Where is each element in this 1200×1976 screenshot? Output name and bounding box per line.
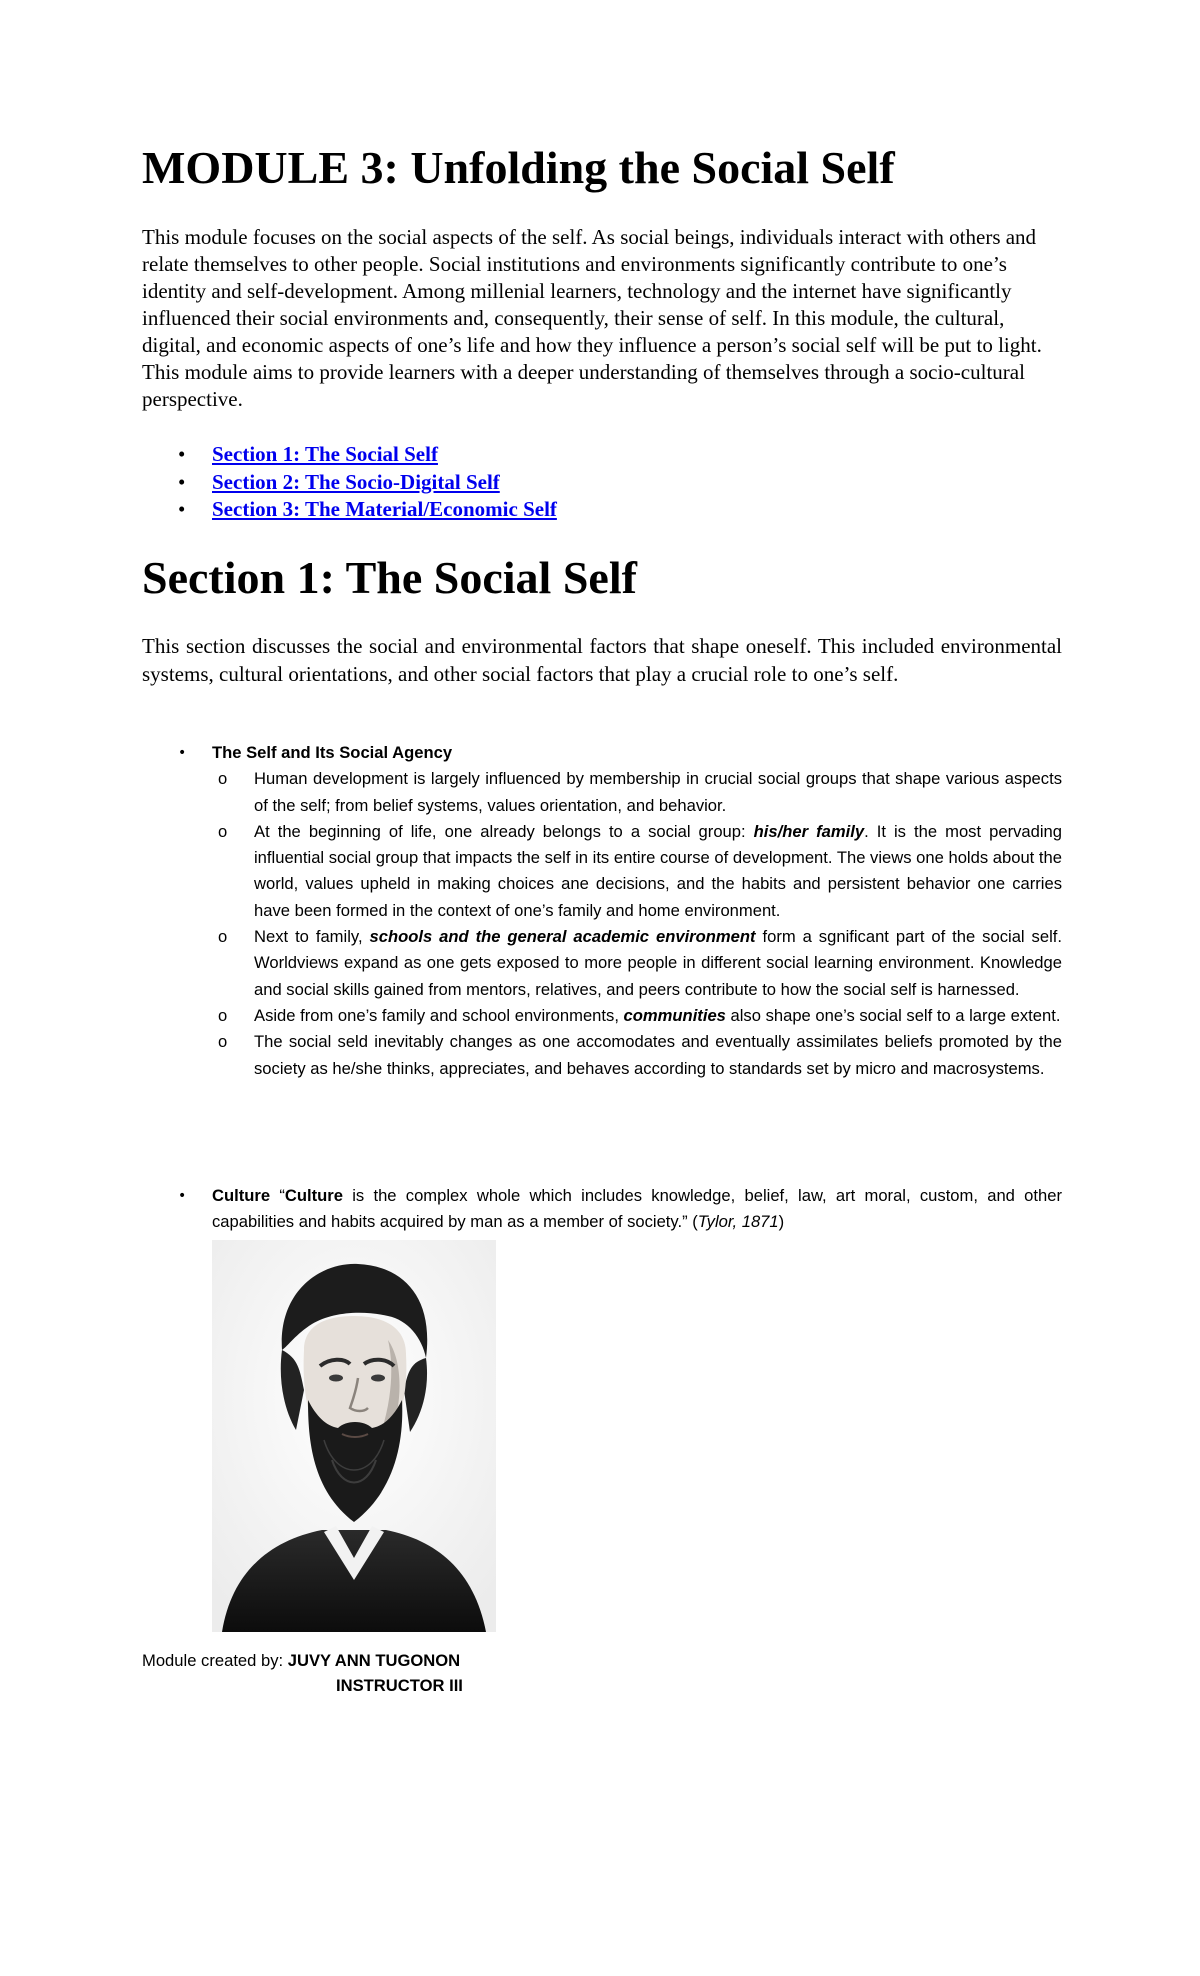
point-text: form a sgnificant part of the social self. Worldviews expand as one gets exposed to more people in different social learning environment. Knowledge and social skills gained from mentors, relatives, and peers contribute to how the social self is harnessed. [254, 927, 1062, 999]
toc-item [142, 469, 557, 497]
section-links [142, 441, 557, 524]
credit-author: JUVY ANN TUGONON [287, 1651, 461, 1670]
section-title: Section 1: The Social Self [142, 552, 637, 603]
bullet-icon: • [178, 497, 186, 521]
sub-bullet-icon: o [218, 769, 228, 789]
agency-points [212, 766, 1062, 1082]
culture-close: ) [778, 1212, 785, 1232]
toc-item [142, 496, 557, 524]
agency-point [212, 1029, 1062, 1082]
credit-role: INSTRUCTOR III [336, 1676, 463, 1695]
agency-point [212, 924, 1062, 1003]
toc-item [142, 441, 557, 469]
emphasis-family: his/her family [753, 821, 865, 841]
point-text: Next to family, [254, 927, 370, 947]
bullet-icon: • [178, 442, 186, 466]
section-1-link[interactable]: Section 1: The Social Self [212, 442, 438, 466]
culture-definition: is the complex whole which includes knowledge, belief, law, art moral, custom, and other capabilities and habits acquired by man as a member of society.” ( [212, 1186, 1062, 1232]
topic-culture [142, 1183, 1062, 1236]
agency-point [212, 819, 1062, 924]
bullet-icon: • [178, 469, 186, 494]
topic-list [142, 740, 1062, 1082]
culture-label: Culture [212, 1186, 271, 1205]
sub-bullet-icon: o [218, 821, 228, 841]
module-title: MODULE 3: Unfolding the Social Self [142, 142, 895, 193]
emphasis-schools: schools and the general academic environment [369, 927, 756, 947]
sub-bullet-icon: o [218, 927, 228, 947]
point-text: At the beginning of life, one already belongs to a social group: [254, 821, 754, 841]
credit-prefix: Module created by: [142, 1651, 288, 1670]
section-intro: This section discusses the social and environmental factors that shape oneself. This included environmental systems, cultural orientations, and other social factors that play a crucial role to one’s self. [142, 634, 1062, 686]
section-3-link[interactable]: Section 3: The Material/Economic Self [212, 497, 557, 521]
culture-term: Culture [284, 1186, 343, 1205]
culture-citation: Tylor, 1871 [697, 1212, 779, 1232]
point-text: . It is the most pervading influential social group that impacts the self in its entire course of development. The views one holds about the world, values upheld in making choices ane decisions, and the habits and persistent behavior one carries have been formed in the context of one’s family and home environment. [254, 821, 1063, 920]
section-2-link[interactable]: Section 2: The Socio-Digital Self [212, 469, 500, 494]
module-intro: This module focuses on the social aspects of the self. As social beings, individuals interact with others and relate themselves to other people. Social institutions and environments significantly contribute to one’s identity and self-development. Among millenial learners, technology and the internet have significantly influenced their social environments and, consequently, their sense of self. In this module, the cultural, digital, and economic aspects of one’s life and how they influence a person’s social self will be put to light. This module aims to provide learners with a deeper understanding of themselves through a socio-cultural perspective. [142, 225, 1042, 411]
portrait-image [212, 1240, 496, 1632]
sub-bullet-icon: o [218, 1032, 228, 1052]
bullet-icon: • [178, 745, 187, 761]
point-text: Aside from one’s family and school environments, [254, 1005, 624, 1025]
bullet-icon: • [178, 1188, 187, 1204]
module-credit [142, 1648, 460, 1673]
topic-social-agency [142, 740, 1062, 1082]
emphasis-communities: communities [623, 1005, 726, 1025]
point-text: The social seld inevitably changes as one accomodates and eventually assimilates beliefs promoted by the society as he/she thinks, appreciates, and behaves according to standards set by micro and macrosystems. [254, 1032, 1062, 1078]
agency-point [212, 766, 1062, 819]
sub-bullet-icon: o [218, 1005, 228, 1025]
culture-quote-open: “ [270, 1186, 285, 1205]
point-text: also shape one’s social self to a large extent. [725, 1005, 1061, 1025]
topic-list-culture [142, 1183, 1062, 1236]
topic-heading: The Self and Its Social Agency [212, 743, 453, 762]
point-text: Human development is largely influenced by membership in crucial social groups that shape various aspects of the self; from belief systems, values orientation, and behavior. [254, 769, 1062, 815]
agency-point [212, 1003, 1062, 1029]
